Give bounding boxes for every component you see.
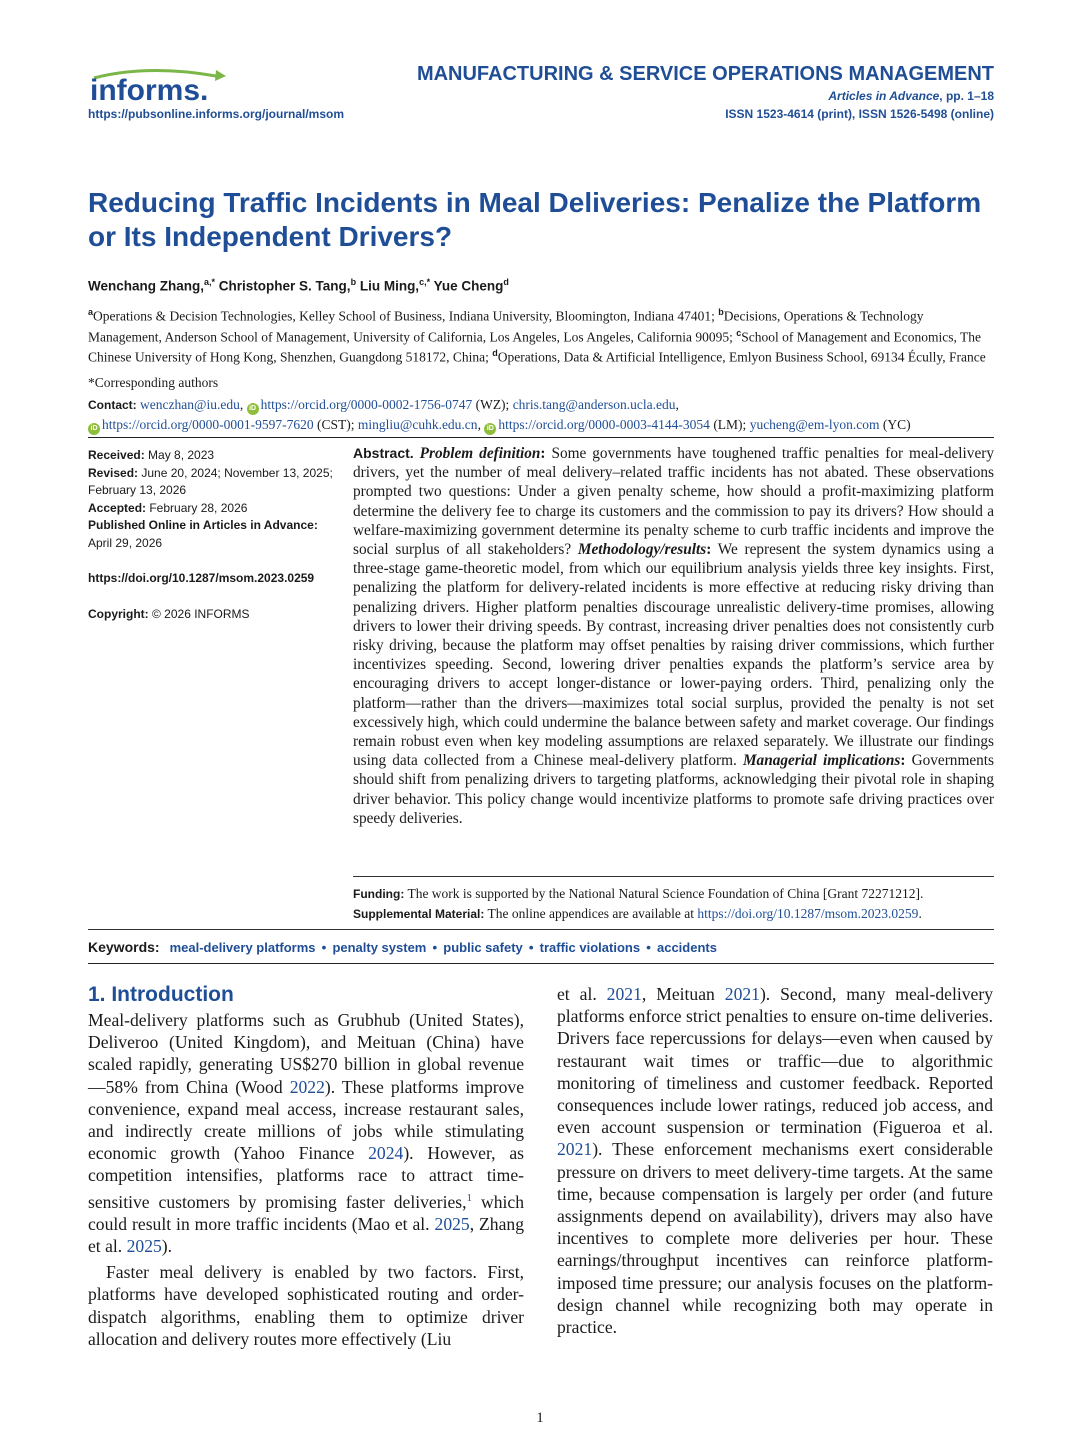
abstract-implications: Governments should shift from penalizing drivers to targeting platforms, acknowledging their pivotal role in shaping driver behavior. This policy change would incentivize platforms to promote safe driving practices over speedy deliveries.	[353, 752, 994, 827]
paragraph: Meal-delivery platforms such as Grubhub (United States), Deliveroo (United Kingdom), and Meituan (China) have scaled rapidly, generating US$270 billion in global revenue—58% from China (Wood 2022). These platforms improve convenience, expand meal access, increase restaurant sales, and indirectly create millions of jobs while stimulating economic growth (Yahoo Finance 2024). However, as competition intensifies, platforms race to attract time-sensitive customers by promising faster deliveries,$^1$ which could result in more traffic incidents (Mao et al. 2025, Zhang et al. 2025).	[88, 1010, 525, 1256]
keyword-link[interactable]: public safety	[443, 940, 523, 955]
citation-link[interactable]: 2025	[434, 1213, 470, 1234]
affil-sup: b	[718, 307, 724, 317]
article-title: Reducing Traffic Incidents in Meal Deliveries: Penalize the Platform or Its Independent Drivers?	[88, 187, 982, 252]
abstract: Abstract. Problem definition: Some governments have toughened traffic penalties for meal-delivery drivers, yet the number of meal delivery–related traffic incidents has not abated. These observations prompted two questions: Under a given penalty scheme, how should a profit-maximizing platform determine the delivery fee to charge its customers and the commission to pay its drivers? How should a welfare-maximizing government determine its penalty scheme to curb traffic incidents and improve the social surplus of all stakeholders? Methodology/results: We represent the system dynamics using a three-stage game-theoretic model, from which our equilibrium analysis yields three key insights. First, penalizing the platform for delivery-related incidents is more effective at reducing risky driving than penalizing drivers. Higher platform penalties discourage unrealistic delivery-time promises, allowing drivers to lower their driving speeds. By contrast, increasing driver penalties does not consistently curb risky driving, because the platform may offset penalties by raising driver commissions, which further incentivizes speeding. Second, lowering driver penalties expands the platform’s service area by encouraging drivers to accept longer-distance or lower-paying orders. Third, penalizing only the platform—rather than the drivers—maximizes total social surplus, provided the penalty is not set excessively high, which could undermine the balance between safety and market coverage. Our findings remain robust even when key modeling assumptions are relaxed separately. We illustrate our findings using data collected from a Chinese meal-delivery platform. Managerial implications: Governments should shift from penalizing drivers to targeting platforms, acknowledging their pivotal role in shaping driver behavior. This policy change would incentivize platforms to promote safe driving practices over speedy deliveries.	[353, 445, 994, 827]
body-column-right	[557, 983, 993, 1338]
implications-label: Managerial implications	[742, 752, 901, 770]
funding-line: Funding: The work is supported by the National Natural Science Foundation of China [Grant 72271212].	[353, 886, 924, 901]
orcid-icon: iD	[247, 403, 259, 415]
page-range: , pp. 1–18	[939, 89, 994, 103]
affil-text: Decisions, Operations & Technology Management, Anderson School of Management, University of California, Los Angeles, Los Angeles, California 90095;	[88, 308, 924, 344]
citation-link[interactable]: 2021	[557, 1139, 593, 1160]
supplemental-link[interactable]: https://doi.org/10.1287/msom.2023.0259	[697, 906, 919, 921]
author-tag: (CST);	[313, 417, 358, 432]
citation-link[interactable]: 2021	[724, 984, 760, 1004]
email-link[interactable]: yucheng@em-lyon.com	[749, 417, 880, 432]
author-tag: (YC)	[879, 417, 911, 432]
citation-link[interactable]: 2021	[606, 984, 642, 1004]
affil-text: Operations, Data & Artificial Intelligence, Emlyon Business School, 69134 Écully, France	[497, 349, 986, 365]
article-metadata	[88, 447, 338, 623]
page-number: 1	[536, 1410, 544, 1426]
divider	[88, 437, 994, 438]
journal-issn: ISSN 1523-4614 (print), ISSN 1526-5498 (online)	[725, 107, 994, 121]
divider	[353, 876, 994, 877]
keyword-link[interactable]: traffic violations	[539, 940, 641, 955]
orcid-icon: iD	[484, 423, 496, 435]
keywords-label: Keywords:	[88, 939, 160, 955]
accepted-line: Accepted: February 28, 2026	[88, 500, 248, 515]
published-line: Published Online in Articles in Advance: April 29, 2026	[88, 518, 318, 550]
abstract-problem-definition: Some governments have toughened traffic penalties for meal-delivery drivers, yet the number of meal delivery–related traffic incidents has not abated. These observations prompted two questions: Under a given penalty scheme, how should a profit-maximizing platform determine the delivery fee to charge its customers and the commission to pay its drivers? How should a welfare-maximizing government determine its penalty scheme to curb traffic incidents and improve the social surplus of all stakeholders?	[353, 445, 994, 559]
orcid-link[interactable]: https://orcid.org/0000-0001-9597-7620	[102, 417, 314, 432]
corresponding-note: *Corresponding authors	[88, 375, 219, 390]
affil-sup: a	[88, 307, 94, 317]
doi-link[interactable]: https://doi.org/10.1287/msom.2023.0259	[88, 571, 315, 585]
supplemental-line: Supplemental Material: The online appendices are available at https://doi.org/10.1287/msom.2023.0259.	[353, 906, 922, 921]
author-tag: (WZ);	[472, 397, 513, 412]
divider	[88, 929, 994, 930]
svg-text:informs.: informs.	[90, 74, 209, 106]
keyword-link[interactable]: accidents	[656, 940, 717, 955]
keyword-link[interactable]: penalty system	[332, 940, 427, 955]
email-link[interactable]: chris.tang@anderson.ucla.edu	[512, 397, 676, 412]
articles-in-advance: Articles in Advance	[828, 89, 940, 103]
author-tag: (LM);	[709, 417, 750, 432]
affiliations	[88, 304, 994, 366]
paragraph: et al. 2021, Meituan 2021). Second, many meal-delivery platforms enforce strict penalties to ensure on-time deliveries. Drivers face repercussions for delays—even when caused by restaurant wait times or traffic—due to algorithmic monitoring of timeliness and customer feedback. Reported consequences include lower ratings, reduced job access, and even account suspension or termination (Figueroa et al. 2021). These enforcement mechanisms exert considerable pressure on drivers to meet delivery-time targets. At the same time, because compensation is largely per order (and future assignments depend on availability), drivers may also have incentives to complete more deliveries per hour. These earnings/throughput incentives can reinforce platform-imposed time pressure; our analysis focuses on the platform-design channel while recognizing both may operate in practice.	[557, 984, 993, 1338]
contact-block: Contact: wenczhan@iu.edu, iD https://orcid.org/0000-0002-1756-0747 (WZ); chris.tang@anderson.ucla.edu, iD https://orcid.org/0000-0001-9597-7620 (CST); mingliu@cuhk.edu.cn, iD https://orcid.org/0000-0003-4144-3054 (LM); yucheng@em-lyon.com (YC)	[88, 395, 994, 435]
author-sup: a,*	[204, 277, 216, 287]
author-sup: b	[350, 277, 357, 287]
affil-sup: c	[736, 327, 742, 338]
contact-label: Contact:	[88, 398, 137, 412]
abstract-label: Abstract.	[353, 445, 414, 461]
citation-link[interactable]: 2024	[368, 1143, 404, 1164]
affil-text: School of Management and Economics, The Chinese University of Hong Kong, Shenzhen, Guangdong 518172, China;	[88, 329, 981, 365]
affil-sup: d	[492, 348, 498, 358]
section-heading: 1. Introduction	[88, 983, 234, 1006]
journal-url-link[interactable]: https://pubsonline.informs.org/journal/msom	[88, 107, 345, 121]
affil-text: Operations & Decision Technologies, Kelley School of Business, Indiana University, Bloomington, Indiana 47401;	[93, 308, 719, 324]
copyright-line: Copyright: © 2026 INFORMS	[88, 606, 250, 621]
author-sup: c,*	[419, 277, 431, 287]
orcid-link[interactable]: https://orcid.org/0000-0003-4144-3054	[498, 417, 710, 432]
author-name[interactable]: Liu Ming,	[359, 278, 420, 294]
body-column-left	[88, 1009, 524, 1350]
methodology-label: Methodology/results	[577, 541, 707, 559]
keyword-link[interactable]: meal-delivery platforms	[169, 940, 316, 955]
citation-link[interactable]: 2022	[289, 1076, 325, 1097]
orcid-link[interactable]: https://orcid.org/0000-0002-1756-0747	[260, 397, 473, 412]
journal-name: MANUFACTURING & SERVICE OPERATIONS MANAGEMENT	[416, 63, 994, 85]
informs-logo	[88, 66, 238, 106]
author-list	[88, 277, 509, 294]
abstract-methodology: We represent the system dynamics using a three-stage game-theoretic model, from which our equilibrium analysis yields three key insights. First, penalizing the platform for delivery-related incidents is more effective at reducing risky driving than penalizing drivers. Higher platform penalties discourage unrealistic delivery-time promises, allowing drivers to lower their driving speeds. By contrast, increasing driver penalties does not consistently curb risky driving, because the platform may offset penalties by raising driver commissions, which further incentivizes speeding. Second, lowering driver penalties expands the platform’s service area by encouraging drivers to accept longer-distance or lower-paying orders. Third, penalizing only the platform—rather than the drivers—maximizes total social surplus, provided the penalty is not set excessively high, which could undermine the balance between safety and market coverage. Our findings remain robust even when key modeling assumptions are relaxed separately. We illustrate our findings using data collected from a Chinese meal-delivery platform.	[353, 541, 994, 770]
revised-line: Revised: June 20, 2024; November 13, 2025; February 13, 2026	[88, 465, 333, 497]
paragraph: Faster meal delivery is enabled by two factors. First, platforms have developed sophisticated routing and order-dispatch algorithms, enabling them to optimize driver allocation and delivery routes more effectively (Liu	[88, 1262, 524, 1349]
author-name[interactable]: Wenchang Zhang,	[88, 278, 205, 294]
email-link[interactable]: wenczhan@iu.edu	[140, 397, 240, 412]
divider	[88, 963, 994, 964]
received-line: Received: May 8, 2023	[88, 448, 215, 462]
problem-definition-label: Problem definition	[419, 445, 541, 462]
email-link[interactable]: mingliu@cuhk.edu.cn	[357, 417, 478, 432]
author-name[interactable]: Christopher S. Tang,	[218, 278, 351, 294]
author-sup: d	[503, 277, 509, 287]
journal-articles-pages	[828, 89, 994, 103]
keywords: Keywords: meal-delivery platforms • penalty system • public safety • traffic violations • accidents	[88, 939, 717, 955]
footnote-link[interactable]: 1	[466, 1191, 473, 1204]
funding-block	[353, 884, 994, 924]
citation-link[interactable]: 2025	[126, 1235, 162, 1256]
author-name[interactable]: Yue Cheng	[433, 278, 504, 294]
orcid-icon: iD	[88, 423, 100, 435]
